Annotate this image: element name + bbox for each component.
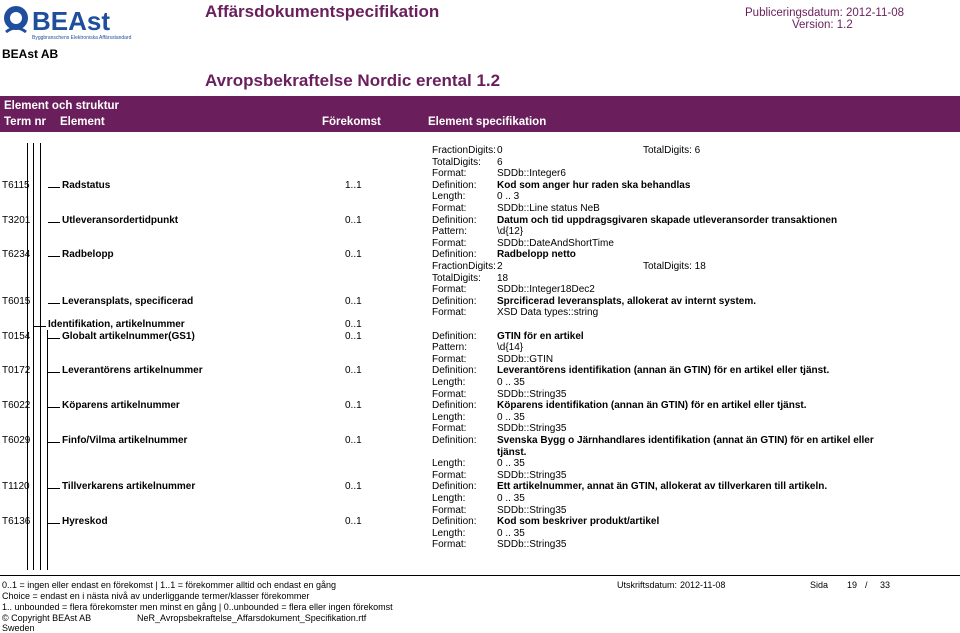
spec-value: Ett artikelnummer, annat än GTIN, allokerat av tillverkaren till artikeln. [497, 481, 828, 492]
spec-label: Format: [432, 203, 467, 214]
publish-date-label: Publiceringsdatum: [745, 7, 843, 19]
spec-label: Pattern: [432, 226, 468, 237]
document-title: Avropsbekraftelse Nordic erental 1.2 [205, 71, 501, 90]
occurrence: 0..1 [345, 400, 362, 411]
spec-value: Köparens identifikation (annan än GTIN) för en artikel eller tjänst. [497, 400, 807, 411]
spec-label: Format: [432, 354, 467, 365]
spec-label: Length: [432, 493, 466, 504]
element-name: Finfo/Vilma artikelnummer [62, 435, 188, 446]
occurrence: 0..1 [345, 331, 362, 342]
term-number: T6022 [2, 400, 31, 411]
tree-line-4 [47, 330, 48, 570]
spec-label: Definition: [432, 180, 477, 191]
term-number: T6029 [2, 435, 31, 446]
spec-extra: TotalDigits: 18 [643, 261, 706, 272]
spec-label: TotalDigits: [432, 157, 481, 168]
term-number: T0154 [2, 331, 31, 342]
spec-value: 2 [497, 261, 503, 272]
spec-value: Radbelopp netto [497, 249, 576, 260]
term-number: T3201 [2, 215, 31, 226]
occurrence: 0..1 [345, 435, 362, 446]
version-value: 1.2 [836, 19, 853, 31]
spec-value: Sprcificerad leveransplats, allokerat av internt system. [497, 296, 757, 307]
spec-value: Leverantörens identifikation (annan än GTIN) för en artikel eller tjänst. [497, 365, 830, 376]
element-name: Identifikation, artikelnummer [48, 319, 185, 330]
spec-value: Kod som beskriver produkt/artikel [497, 516, 660, 527]
version-line [792, 19, 853, 31]
file-name: NeR_Avropsbekraftelse_Affarsdokument_Specifikation.rtf [137, 613, 367, 623]
spec-label: Pattern: [432, 342, 468, 353]
occurrence: 0..1 [345, 481, 362, 492]
legend-line-2: Choice = endast en i nästa nivå av underliggande termer/klasser förekommer [2, 591, 310, 601]
tree-connector [48, 442, 60, 443]
spec-value: 0 [497, 145, 503, 156]
spec-label: Definition: [432, 331, 477, 342]
spec-value: \d{12} [497, 226, 524, 237]
spec-value: GTIN för en artikel [497, 331, 584, 342]
footer-divider [0, 575, 960, 576]
spec-label: Length: [432, 412, 466, 423]
spec-label: Format: [432, 505, 467, 516]
term-number: T6015 [2, 296, 31, 307]
spec-value: tjänst. [497, 447, 527, 458]
beast-logo [2, 2, 132, 40]
element-name: Radbelopp [62, 249, 114, 260]
spec-label: Format: [432, 168, 467, 179]
element-name: Köparens artikelnummer [62, 400, 180, 411]
page-total: 33 [880, 580, 891, 590]
spec-label: Definition: [432, 400, 477, 411]
occurrence: 0..1 [345, 516, 362, 527]
tree-connector [48, 303, 60, 304]
spec-value: SDDb::Line status NeB [497, 203, 600, 214]
legend-line-1: 0..1 = ingen eller endast en förekomst | 1..1 = förekommer alltid och endast en gång [2, 580, 337, 590]
element-name: Leverantörens artikelnummer [62, 365, 203, 376]
document-type-title: Affärsdokumentspecifikation [205, 2, 440, 21]
occurrence: 0..1 [345, 215, 362, 226]
spec-value: 0 .. 3 [497, 191, 520, 202]
term-number: T6115 [2, 180, 30, 191]
spec-value: SDDb::Integer6 [497, 168, 566, 179]
tree-line-3 [40, 143, 41, 570]
spec-value: Svenska Bygg o Järnhandlares identifikation (annat än GTIN) för en artikel eller [497, 435, 874, 446]
copyright: © Copyright BEAst AB [2, 613, 92, 623]
logo-tagline: Byggbranschens Elektroniska Affärsstandard [32, 35, 132, 41]
spec-label: FractionDigits: [432, 261, 496, 272]
version-label: Version: [792, 19, 834, 31]
spec-label: Definition: [432, 215, 477, 226]
term-number: T1120 [2, 481, 30, 492]
column-header-term: Term nr [4, 116, 46, 128]
element-name: Leveransplats, specificerad [62, 296, 194, 307]
element-name: Hyreskod [62, 516, 108, 527]
publish-date-line [745, 7, 904, 19]
spec-label: TotalDigits: [432, 273, 481, 284]
page-separator: / [865, 580, 868, 590]
print-date-label: Utskriftsdatum: [617, 580, 678, 590]
tree-connector [48, 338, 60, 339]
spec-value: Datum och tid uppdragsgivaren skapade utleveransorder transaktionen [497, 215, 838, 226]
legend-line-3: 1.. unbounded = flera förekomster men minst en gång | 0..unbounded = flera eller ingen förekomst [2, 602, 393, 612]
country: Sweden [2, 623, 35, 633]
spec-label: Format: [432, 307, 467, 318]
spec-label: Definition: [432, 365, 477, 376]
logo-wordmark: BEAst [32, 6, 111, 36]
publish-date-value: 2012-11-08 [846, 7, 904, 19]
term-number: T6234 [2, 249, 31, 260]
spec-label: Format: [432, 389, 467, 400]
spec-value: SDDb::String35 [497, 470, 567, 481]
tree-line-2 [33, 143, 34, 570]
spec-label: Length: [432, 528, 466, 539]
spec-value: 0 .. 35 [497, 493, 525, 504]
tree-connector [48, 407, 60, 408]
element-name: Radstatus [62, 180, 111, 191]
column-header-occurrence: Förekomst [322, 116, 381, 128]
page-number: 19 [847, 580, 858, 590]
spec-value: 0 .. 35 [497, 458, 525, 469]
spec-value: 18 [497, 273, 509, 284]
spec-label: Definition: [432, 249, 477, 260]
spec-label: Definition: [432, 516, 477, 527]
tree-connector [48, 523, 60, 524]
spec-label: Definition: [432, 435, 477, 446]
element-name: Tillverkarens artikelnummer [62, 481, 196, 492]
spec-value: 0 .. 35 [497, 377, 525, 388]
spec-value: SDDb::GTIN [497, 354, 554, 365]
column-header-spec: Element specifikation [428, 116, 547, 128]
company-name: BEAst AB [2, 47, 59, 61]
spec-value: SDDb::String35 [497, 539, 567, 550]
term-number: T6136 [2, 516, 31, 527]
occurrence: 0..1 [345, 296, 362, 307]
print-date-value: 2012-11-08 [680, 580, 726, 590]
spec-label: Definition: [432, 296, 477, 307]
spec-value: 0 .. 35 [497, 412, 525, 423]
section-header-bar [0, 96, 960, 132]
spec-label: Length: [432, 458, 466, 469]
element-name: Globalt artikelnummer(GS1) [62, 331, 195, 342]
occurrence: 1..1 [345, 180, 362, 191]
spec-value: SDDb::DateAndShortTime [497, 238, 614, 249]
spec-label: Length: [432, 377, 466, 388]
occurrence: 0..1 [345, 319, 362, 330]
page-label: Sida [810, 580, 829, 590]
occurrence: 0..1 [345, 249, 362, 260]
spec-label: FractionDigits: [432, 145, 496, 156]
tree-connector [48, 488, 60, 489]
spec-extra: TotalDigits: 6 [643, 145, 701, 156]
spec-label: Format: [432, 423, 467, 434]
spec-value: \d{14} [497, 342, 524, 353]
tree-connector [48, 222, 60, 223]
spec-label: Format: [432, 238, 467, 249]
element-name: Utleveransordertidpunkt [62, 215, 179, 226]
column-header-element: Element [60, 116, 105, 128]
spec-label: Format: [432, 470, 467, 481]
spec-value: SDDb::String35 [497, 389, 567, 400]
spec-value: SDDb::Integer18Dec2 [497, 284, 595, 295]
tree-connector [48, 372, 60, 373]
tree-connector [48, 187, 60, 188]
spec-value: Kod som anger hur raden ska behandlas [497, 180, 691, 191]
spec-value: 6 [497, 157, 503, 168]
tree-connector [48, 256, 60, 257]
term-number: T0172 [2, 365, 31, 376]
section-title: Element och struktur [4, 100, 120, 112]
spec-label: Format: [432, 284, 467, 295]
tree-connector [34, 326, 46, 327]
occurrence: 0..1 [345, 365, 362, 376]
spec-label: Format: [432, 539, 467, 550]
spec-value: SDDb::String35 [497, 423, 567, 434]
spec-value: XSD Data types::string [497, 307, 599, 318]
tree-line-1 [27, 143, 28, 570]
spec-value: 0 .. 35 [497, 528, 525, 539]
spec-label: Length: [432, 191, 466, 202]
spec-value: SDDb::String35 [497, 505, 567, 516]
spec-label: Definition: [432, 481, 477, 492]
